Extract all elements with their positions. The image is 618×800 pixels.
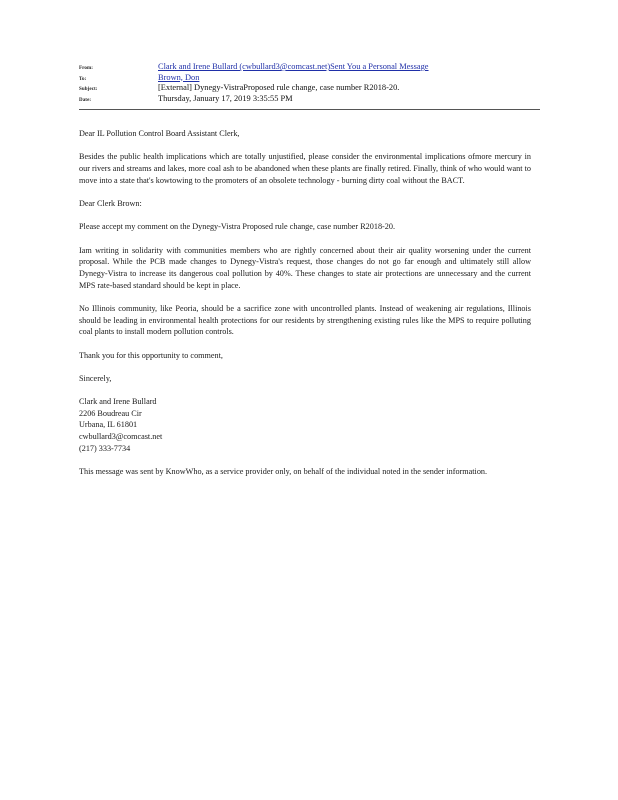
date-label: Date:	[79, 97, 92, 103]
signature-email: cwbullard3@comcast.net	[79, 432, 163, 442]
signature-city: Urbana, IL 61801	[79, 420, 138, 430]
header-divider	[79, 109, 540, 110]
email-body	[79, 128, 531, 489]
signature-block	[79, 396, 531, 454]
closing-line: Sincerely,	[79, 373, 112, 383]
subject-row	[79, 83, 539, 94]
greeting: Dear IL Pollution Control Board Assistant Clerk,	[79, 129, 240, 138]
from-label: From:	[79, 66, 94, 71]
to-label: To:	[79, 76, 87, 82]
greeting-clerk: Dear Clerk Brown:	[79, 198, 142, 208]
date-row	[79, 94, 539, 105]
signature-name: Clark and Irene Bullard	[79, 397, 157, 407]
subject-value: [External] Dynegy-VistraProposed rule change, case number R2018-20.	[158, 83, 400, 92]
from-value[interactable]: Clark and Irene Bullard (cwbullard3@comcast.net)Sent You a Personal Message	[158, 62, 429, 71]
email-header	[79, 62, 539, 104]
paragraph-comment: Please accept my comment on the Dynegy-Vistra Proposed rule change, case number R2018-20.	[79, 222, 395, 232]
signature-street: 2206 Boudreau Cir	[79, 408, 142, 418]
to-row	[79, 73, 539, 84]
subject-label: Subject:	[79, 87, 98, 92]
from-row	[79, 62, 539, 73]
paragraph-sacrifice-zone: No Illinois community, like Peoria, should be a sacrifice zone with uncontrolled plants. Instead of weakening air regulations, Illinois should be leading in environmental health protections for our residents by strengthening existing rules like the MPS to require polluting coal plants to install modern pollution controls.	[79, 303, 531, 337]
thanks-line: Thank you for this opportunity to comment,	[79, 350, 223, 360]
date-value: Thursday, January 17, 2019 3:35:55 PM	[158, 93, 293, 103]
footer-notice: This message was sent by KnowWho, as a service provider only, on behalf of the individual noted in the sender information.	[79, 467, 488, 477]
to-value[interactable]: Brown, Don	[158, 72, 200, 82]
signature-phone: (217) 333-7734	[79, 443, 131, 453]
paragraph-solidarity: Iam writing in solidarity with communities members who are rightly concerned about their air quality worsening under the current proposal. While the PCB made changes to Dynegy-Vistra's request, those changes do not go far enough and ultimately still allow Dynegy-Vistra to increase its dangerous coal pollution by 40%. These changes to state air protections are unnecessary and the current MPS rate-based standard should be kept in place.	[79, 245, 531, 290]
paragraph-environmental: Besides the public health implications which are totally unjustified, please consider the environmental implications ofmore mercury in our rivers and streams and lakes, more coal ash to be abandoned when these plants are finally retired. Finally, think of who would want to move into a state that's kowtowing to the promoters of an obsolete technology - burning dirty coal without the BACT.	[79, 152, 531, 185]
